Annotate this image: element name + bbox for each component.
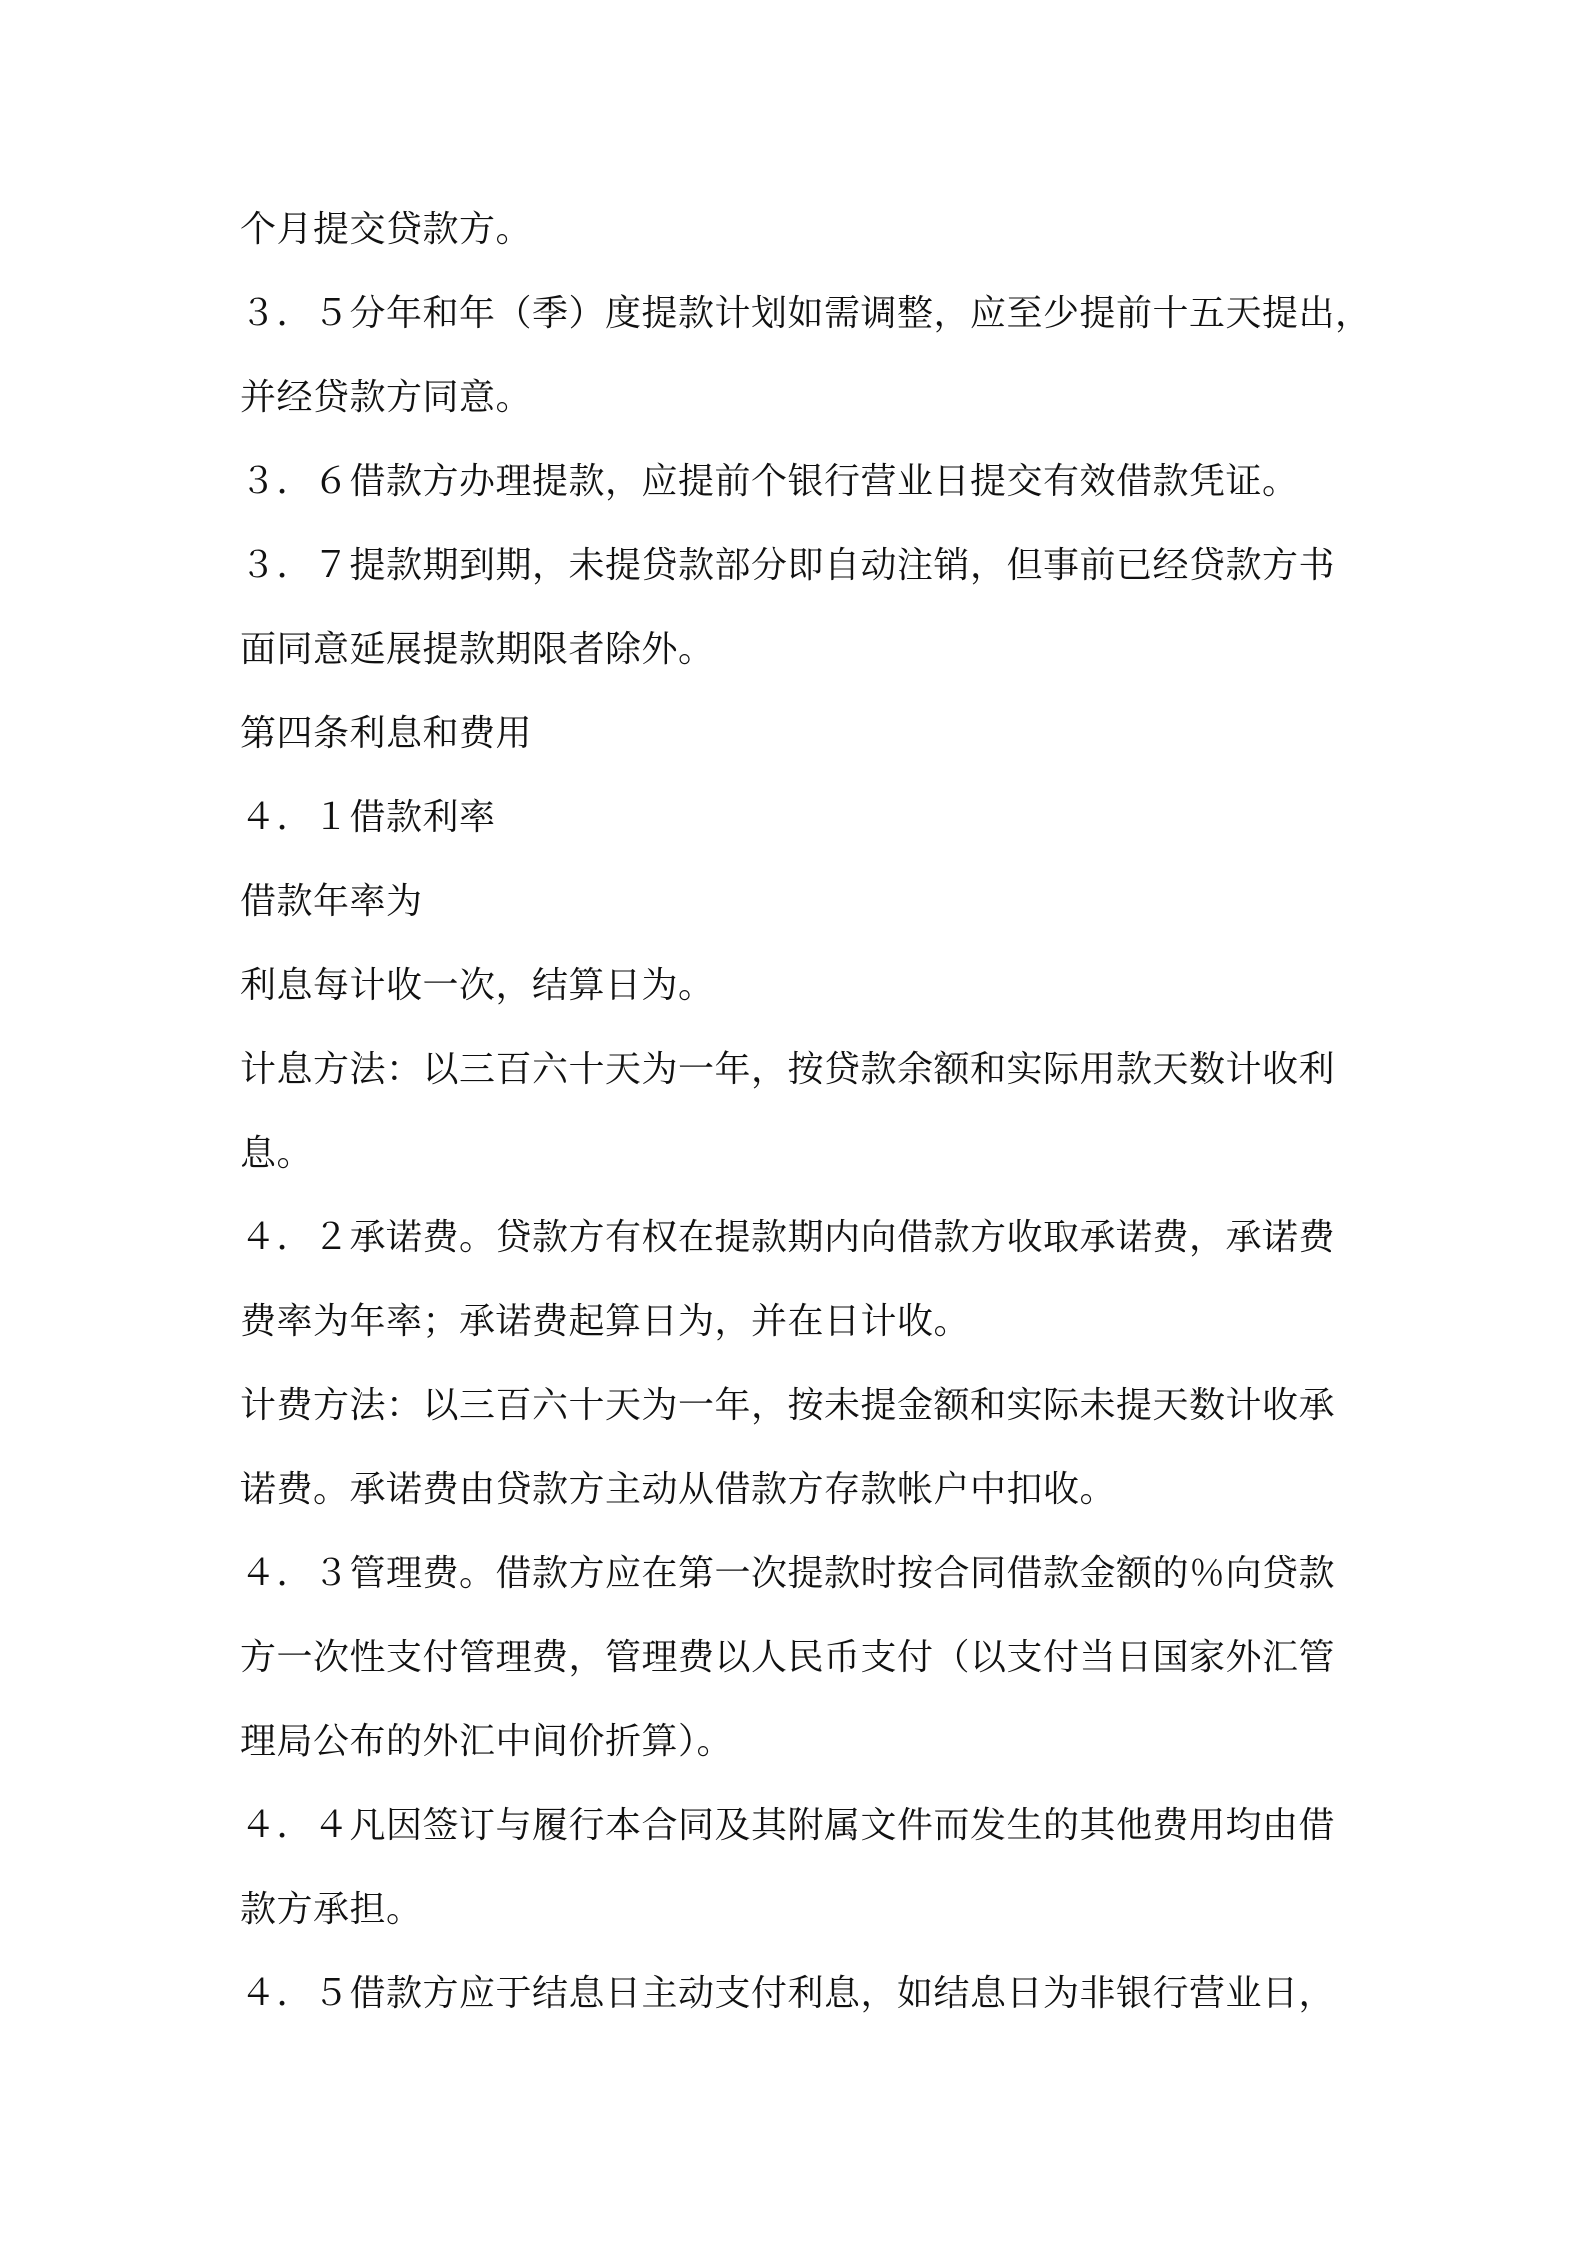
text-line: 并经贷款方同意。 (240, 377, 533, 418)
text-line: 款方承担。 (240, 1889, 423, 1930)
text-line: ４．３管理费。借款方应在第一次提款时按合同借款金额的％向贷款 (240, 1553, 1336, 1594)
document-body (240, 188, 1370, 2036)
text-line: 利息每计收一次，结算日为。 (240, 965, 715, 1006)
text-line: 计费方法：以三百六十天为一年，按未提金额和实际未提天数计收承 (240, 1385, 1336, 1426)
text-line: 个月提交贷款方。 (240, 209, 533, 250)
text-line: ４．４凡因签订与履行本合同及其附属文件而发生的其他费用均由借 (240, 1805, 1336, 1846)
text-line: 理局公布的外汇中间价折算）。 (240, 1721, 734, 1762)
text-line: 诺费。承诺费由贷款方主动从借款方存款帐户中扣收。 (240, 1469, 1117, 1510)
text-line: 方一次性支付管理费，管理费以人民币支付（以支付当日国家外汇管 (240, 1637, 1336, 1678)
section-heading: 第四条利息和费用 (240, 713, 533, 754)
text-line: 面同意延展提款期限者除外。 (240, 629, 715, 670)
text-line: ４．１借款利率 (240, 797, 496, 838)
text-line: 计息方法：以三百六十天为一年，按贷款余额和实际用款天数计收利 (240, 1049, 1336, 1090)
text-line: 借款年率为 (240, 881, 423, 922)
text-line: ３．５分年和年（季）度提款计划如需调整，应至少提前十五天提出， (240, 293, 1372, 334)
text-line: ３．７提款期到期，未提贷款部分即自动注销，但事前已经贷款方书 (240, 545, 1336, 586)
text-line: 费率为年率；承诺费起算日为，并在日计收。 (240, 1301, 971, 1342)
text-line: ３．６借款方办理提款，应提前个银行营业日提交有效借款凭证。 (240, 461, 1299, 502)
text-line: 息。 (240, 1133, 314, 1174)
text-line: ４．５借款方应于结息日主动支付利息，如结息日为非银行营业日， (240, 1973, 1336, 2014)
text-line: ４．２承诺费。贷款方有权在提款期内向借款方收取承诺费，承诺费 (240, 1217, 1336, 1258)
